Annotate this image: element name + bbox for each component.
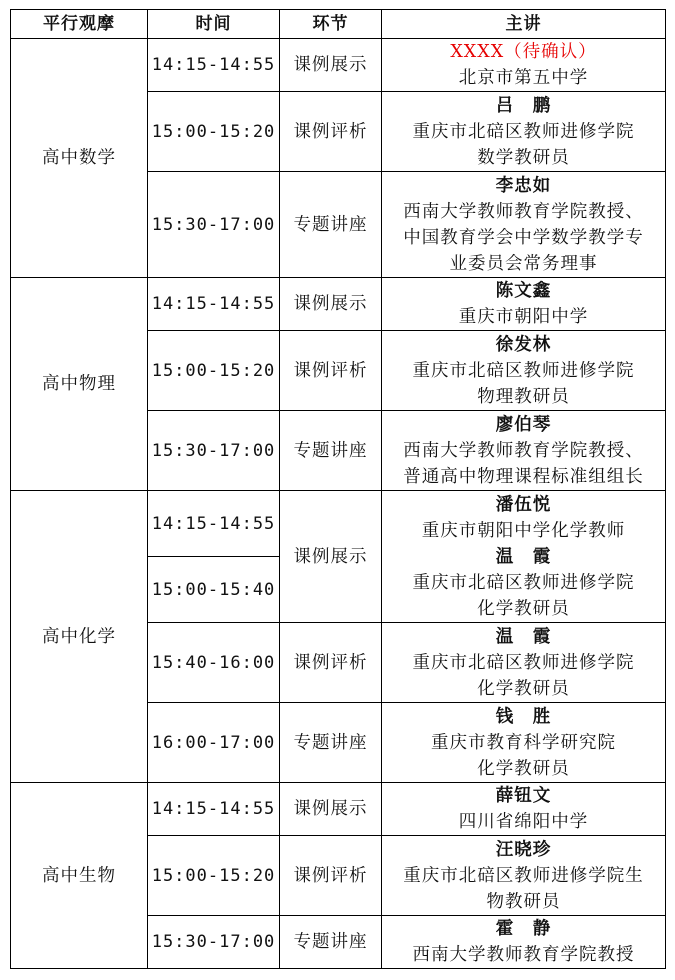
header-segment: 环节 — [280, 10, 382, 39]
speaker-affiliation: 重庆市北碚区教师进修学院 — [412, 121, 635, 142]
speaker-affiliation: 化学教研员 — [477, 678, 570, 699]
table-row — [11, 783, 666, 836]
time-cell: 15:00-15:20 — [148, 331, 280, 411]
table-row — [11, 278, 666, 331]
speaker-name: 温 霞 — [495, 626, 552, 647]
speaker-affiliation: 中国教育学会中学数学教学专 — [403, 227, 644, 248]
speaker-affiliation: 物教研员 — [486, 891, 561, 912]
segment-cell: 课例展示 — [280, 39, 382, 92]
subject-cell: 高中化学 — [11, 491, 148, 783]
speaker-cell — [382, 278, 666, 331]
speaker-name: XXXX（待确认） — [450, 42, 597, 62]
table-row — [11, 39, 666, 92]
segment-cell: 课例评析 — [280, 92, 382, 172]
segment-cell: 课例评析 — [280, 331, 382, 411]
speaker-cell — [382, 916, 666, 969]
time-cell: 16:00-17:00 — [148, 703, 280, 783]
speaker-affiliation: 重庆市北碚区教师进修学院生 — [403, 865, 644, 886]
speaker-affiliation: 重庆市北碚区教师进修学院 — [412, 360, 635, 381]
subject-cell: 高中数学 — [11, 39, 148, 278]
speaker-name: 李忠如 — [495, 175, 552, 196]
segment-cell: 专题讲座 — [280, 916, 382, 969]
speaker-name: 温 霞 — [495, 546, 552, 567]
speaker-cell — [382, 836, 666, 916]
segment-cell: 课例展示 — [280, 783, 382, 836]
speaker-affiliation: 化学教研员 — [477, 758, 570, 779]
segment-cell: 专题讲座 — [280, 172, 382, 278]
speaker-affiliation: 北京市第五中学 — [458, 68, 589, 88]
speaker-affiliation: 普通高中物理课程标准组组长 — [403, 466, 644, 487]
segment-cell: 课例展示 — [280, 491, 382, 623]
speaker-affiliation: 西南大学教师教育学院教授、 — [403, 201, 644, 222]
time-cell: 15:00-15:20 — [148, 92, 280, 172]
time-cell: 14:15-14:55 — [148, 278, 280, 331]
speaker-cell — [382, 703, 666, 783]
speaker-name: 汪晓珍 — [495, 839, 552, 860]
speaker-affiliation: 重庆市朝阳中学化学教师 — [421, 520, 626, 541]
speaker-cell — [382, 39, 666, 92]
subject-cell: 高中物理 — [11, 278, 148, 491]
segment-cell: 专题讲座 — [280, 703, 382, 783]
speaker-name: 陈文鑫 — [495, 281, 552, 301]
speaker-affiliation: 业委员会常务理事 — [449, 253, 598, 274]
time-cell: 15:30-17:00 — [148, 411, 280, 491]
speaker-cell — [382, 623, 666, 703]
header-speaker: 主讲 — [382, 10, 666, 39]
segment-cell: 专题讲座 — [280, 411, 382, 491]
speaker-name: 钱 胜 — [495, 706, 552, 727]
speaker-affiliation: 重庆市朝阳中学 — [458, 307, 589, 327]
schedule-table — [10, 9, 666, 969]
speaker-affiliation: 重庆市北碚区教师进修学院 — [412, 652, 635, 673]
header-time: 时间 — [148, 10, 280, 39]
speaker-name: 廖伯琴 — [495, 414, 552, 435]
speaker-affiliation: 西南大学教师教育学院教授 — [412, 945, 635, 965]
table-row — [11, 491, 666, 557]
speaker-affiliation: 重庆市教育科学研究院 — [431, 732, 616, 753]
subject-cell: 高中生物 — [11, 783, 148, 969]
time-cell: 15:30-17:00 — [148, 172, 280, 278]
speaker-cell — [382, 92, 666, 172]
speaker-name: 霍 静 — [495, 919, 552, 939]
speaker-name: 潘伍悦 — [495, 494, 552, 515]
segment-cell: 课例评析 — [280, 623, 382, 703]
time-cell: 14:15-14:55 — [148, 491, 280, 557]
speaker-affiliation: 重庆市北碚区教师进修学院 — [412, 572, 635, 593]
time-cell: 15:00-15:20 — [148, 836, 280, 916]
speaker-affiliation: 西南大学教师教育学院教授、 — [403, 440, 644, 461]
time-cell: 14:15-14:55 — [148, 783, 280, 836]
time-cell: 15:40-16:00 — [148, 623, 280, 703]
header-row — [11, 10, 666, 39]
speaker-cell — [382, 491, 666, 623]
speaker-cell — [382, 783, 666, 836]
speaker-cell — [382, 172, 666, 278]
speaker-cell — [382, 411, 666, 491]
speaker-affiliation: 物理教研员 — [477, 386, 570, 407]
segment-cell: 课例评析 — [280, 836, 382, 916]
segment-cell: 课例展示 — [280, 278, 382, 331]
speaker-affiliation: 四川省绵阳中学 — [458, 812, 589, 832]
speaker-name: 徐发林 — [495, 334, 552, 355]
header-subject: 平行观摩 — [11, 10, 148, 39]
time-cell: 15:00-15:40 — [148, 557, 280, 623]
time-cell: 15:30-17:00 — [148, 916, 280, 969]
speaker-name: 吕 鹏 — [495, 95, 552, 116]
speaker-name: 薛钮文 — [495, 786, 552, 806]
speaker-affiliation: 化学教研员 — [477, 598, 570, 619]
speaker-cell — [382, 331, 666, 411]
speaker-affiliation: 数学教研员 — [477, 147, 570, 168]
time-cell: 14:15-14:55 — [148, 39, 280, 92]
